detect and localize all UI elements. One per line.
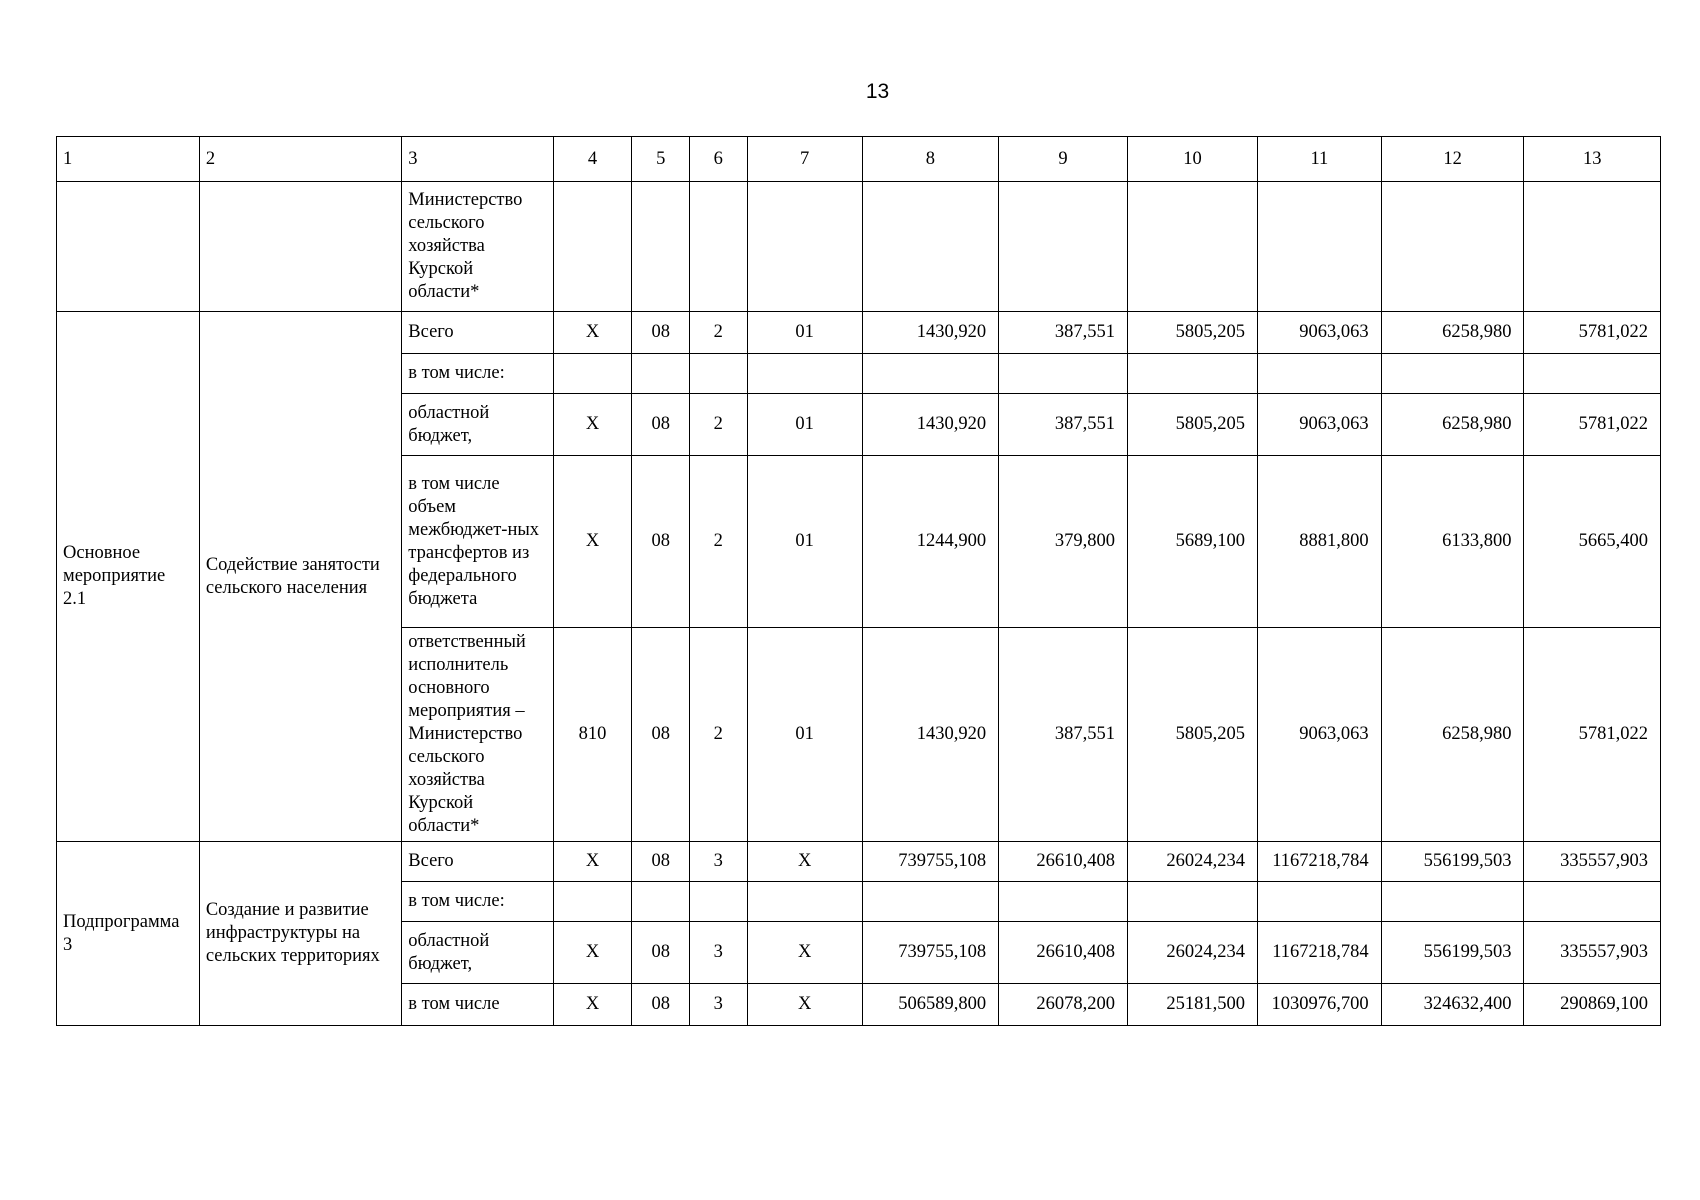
value-cell-c7: Х bbox=[747, 922, 862, 984]
empty-cell bbox=[862, 182, 998, 312]
value-cell-c5: 08 bbox=[632, 842, 690, 882]
value-cell-c8: 1430,920 bbox=[862, 312, 998, 354]
table-row bbox=[57, 842, 1661, 882]
value-cell-c10: 5689,100 bbox=[1128, 456, 1258, 628]
value-cell-c4: Х bbox=[553, 984, 632, 1026]
value-cell-c11: 1167218,784 bbox=[1258, 922, 1382, 984]
value-cell-c11: 9063,063 bbox=[1258, 312, 1382, 354]
value-cell-c13: 5781,022 bbox=[1524, 628, 1661, 842]
value-cell-c12: 6258,980 bbox=[1381, 394, 1524, 456]
value-cell-c10: 5805,205 bbox=[1128, 394, 1258, 456]
value-cell-c9: 26078,200 bbox=[999, 984, 1128, 1026]
value-cell-c8: 1430,920 bbox=[862, 628, 998, 842]
value-cell-c12: 324632,400 bbox=[1381, 984, 1524, 1026]
row-label: Всего bbox=[402, 312, 553, 354]
budget-table bbox=[56, 136, 1661, 1026]
row-label: Всего bbox=[402, 842, 553, 882]
empty-cell bbox=[553, 182, 632, 312]
value-cell-c7: 01 bbox=[747, 312, 862, 354]
value-cell-c4: Х bbox=[553, 842, 632, 882]
row-label: в том числе объем межбюджет-ных трансфертов из федерального бюджета bbox=[402, 456, 553, 628]
value-cell-c5 bbox=[632, 354, 690, 394]
value-cell-c8 bbox=[862, 882, 998, 922]
header-cell: 11 bbox=[1258, 137, 1382, 182]
empty-cell bbox=[1128, 182, 1258, 312]
value-cell-c9: 26610,408 bbox=[999, 922, 1128, 984]
empty-cell bbox=[999, 182, 1128, 312]
value-cell-c10: 26024,234 bbox=[1128, 842, 1258, 882]
value-cell-c10: 25181,500 bbox=[1128, 984, 1258, 1026]
value-cell-c12: 556199,503 bbox=[1381, 842, 1524, 882]
empty-cell bbox=[199, 182, 401, 312]
value-cell-c10 bbox=[1128, 354, 1258, 394]
value-cell-c13: 335557,903 bbox=[1524, 842, 1661, 882]
value-cell-c7 bbox=[747, 882, 862, 922]
value-cell-c6: 3 bbox=[690, 922, 748, 984]
value-cell-c7: Х bbox=[747, 984, 862, 1026]
value-cell-c6: 2 bbox=[690, 456, 748, 628]
table-row bbox=[57, 182, 1661, 312]
row-label: областной бюджет, bbox=[402, 922, 553, 984]
value-cell-c8: 506589,800 bbox=[862, 984, 998, 1026]
value-cell-c8 bbox=[862, 354, 998, 394]
value-cell-c4: Х bbox=[553, 456, 632, 628]
value-cell-c4: Х bbox=[553, 394, 632, 456]
value-cell-c4: Х bbox=[553, 922, 632, 984]
value-cell-c9 bbox=[999, 354, 1128, 394]
value-cell-c5: 08 bbox=[632, 394, 690, 456]
value-cell-c10 bbox=[1128, 882, 1258, 922]
value-cell-c9: 379,800 bbox=[999, 456, 1128, 628]
value-cell-c5: 08 bbox=[632, 984, 690, 1026]
value-cell-c7: 01 bbox=[747, 628, 862, 842]
empty-cell bbox=[1524, 182, 1661, 312]
value-cell-c7: Х bbox=[747, 842, 862, 882]
value-cell-c11 bbox=[1258, 354, 1382, 394]
value-cell-c8: 1244,900 bbox=[862, 456, 998, 628]
value-cell-c13 bbox=[1524, 354, 1661, 394]
value-cell-c11: 9063,063 bbox=[1258, 394, 1382, 456]
value-cell-c13: 5781,022 bbox=[1524, 312, 1661, 354]
value-cell-c12 bbox=[1381, 882, 1524, 922]
header-cell: 4 bbox=[553, 137, 632, 182]
value-cell-c7: 01 bbox=[747, 394, 862, 456]
header-row bbox=[57, 137, 1661, 182]
value-cell-c12: 6258,980 bbox=[1381, 312, 1524, 354]
value-cell-c5: 08 bbox=[632, 312, 690, 354]
value-cell-c12: 6258,980 bbox=[1381, 628, 1524, 842]
value-cell-c5: 08 bbox=[632, 922, 690, 984]
value-cell-c8: 739755,108 bbox=[862, 922, 998, 984]
section-name: Подпрограмма 3 bbox=[57, 842, 200, 1026]
value-cell-c13: 290869,100 bbox=[1524, 984, 1661, 1026]
empty-cell bbox=[1258, 182, 1382, 312]
value-cell-c6: 2 bbox=[690, 394, 748, 456]
header-cell: 7 bbox=[747, 137, 862, 182]
value-cell-c12: 556199,503 bbox=[1381, 922, 1524, 984]
row-label: Министерство сельского хозяйства Курской области* bbox=[402, 182, 553, 312]
value-cell-c10: 26024,234 bbox=[1128, 922, 1258, 984]
value-cell-c4 bbox=[553, 354, 632, 394]
empty-cell bbox=[690, 182, 748, 312]
value-cell-c13 bbox=[1524, 882, 1661, 922]
row-label: в том числе: bbox=[402, 354, 553, 394]
value-cell-c11: 8881,800 bbox=[1258, 456, 1382, 628]
value-cell-c8: 739755,108 bbox=[862, 842, 998, 882]
value-cell-c10: 5805,205 bbox=[1128, 312, 1258, 354]
value-cell-c5: 08 bbox=[632, 456, 690, 628]
section-name: Основное мероприятие 2.1 bbox=[57, 312, 200, 842]
row-label: областной бюджет, bbox=[402, 394, 553, 456]
value-cell-c4: Х bbox=[553, 312, 632, 354]
value-cell-c6: 2 bbox=[690, 628, 748, 842]
value-cell-c10: 5805,205 bbox=[1128, 628, 1258, 842]
header-cell: 1 bbox=[57, 137, 200, 182]
value-cell-c11: 1030976,700 bbox=[1258, 984, 1382, 1026]
row-label: ответственный исполнитель основного мероприятия – Министерство сельского хозяйства Курской области* bbox=[402, 628, 553, 842]
section-description: Содействие занятости сельского населения bbox=[199, 312, 401, 842]
value-cell-c9 bbox=[999, 882, 1128, 922]
value-cell-c4: 810 bbox=[553, 628, 632, 842]
value-cell-c13: 335557,903 bbox=[1524, 922, 1661, 984]
value-cell-c6: 2 bbox=[690, 312, 748, 354]
value-cell-c12: 6133,800 bbox=[1381, 456, 1524, 628]
header-cell: 2 bbox=[199, 137, 401, 182]
value-cell-c13: 5665,400 bbox=[1524, 456, 1661, 628]
header-cell: 3 bbox=[402, 137, 553, 182]
row-label: в том числе bbox=[402, 984, 553, 1026]
value-cell-c7: 01 bbox=[747, 456, 862, 628]
empty-cell bbox=[1381, 182, 1524, 312]
value-cell-c5: 08 bbox=[632, 628, 690, 842]
header-cell: 5 bbox=[632, 137, 690, 182]
row-label: в том числе: bbox=[402, 882, 553, 922]
empty-cell bbox=[57, 182, 200, 312]
empty-cell bbox=[632, 182, 690, 312]
value-cell-c5 bbox=[632, 882, 690, 922]
value-cell-c13: 5781,022 bbox=[1524, 394, 1661, 456]
value-cell-c12 bbox=[1381, 354, 1524, 394]
header-cell: 10 bbox=[1128, 137, 1258, 182]
value-cell-c6: 3 bbox=[690, 842, 748, 882]
page-number: 13 bbox=[865, 80, 890, 103]
section-description: Создание и развитие инфраструктуры на сельских территориях bbox=[199, 842, 401, 1026]
empty-cell bbox=[747, 182, 862, 312]
value-cell-c6 bbox=[690, 882, 748, 922]
value-cell-c6 bbox=[690, 354, 748, 394]
table-body bbox=[57, 137, 1661, 1026]
value-cell-c9: 387,551 bbox=[999, 628, 1128, 842]
header-cell: 9 bbox=[999, 137, 1128, 182]
value-cell-c8: 1430,920 bbox=[862, 394, 998, 456]
value-cell-c11: 1167218,784 bbox=[1258, 842, 1382, 882]
header-cell: 13 bbox=[1524, 137, 1661, 182]
header-cell: 12 bbox=[1381, 137, 1524, 182]
header-cell: 6 bbox=[690, 137, 748, 182]
table-row bbox=[57, 312, 1661, 354]
value-cell-c11 bbox=[1258, 882, 1382, 922]
value-cell-c9: 26610,408 bbox=[999, 842, 1128, 882]
value-cell-c6: 3 bbox=[690, 984, 748, 1026]
header-cell: 8 bbox=[862, 137, 998, 182]
value-cell-c11: 9063,063 bbox=[1258, 628, 1382, 842]
value-cell-c4 bbox=[553, 882, 632, 922]
value-cell-c7 bbox=[747, 354, 862, 394]
value-cell-c9: 387,551 bbox=[999, 394, 1128, 456]
value-cell-c9: 387,551 bbox=[999, 312, 1128, 354]
